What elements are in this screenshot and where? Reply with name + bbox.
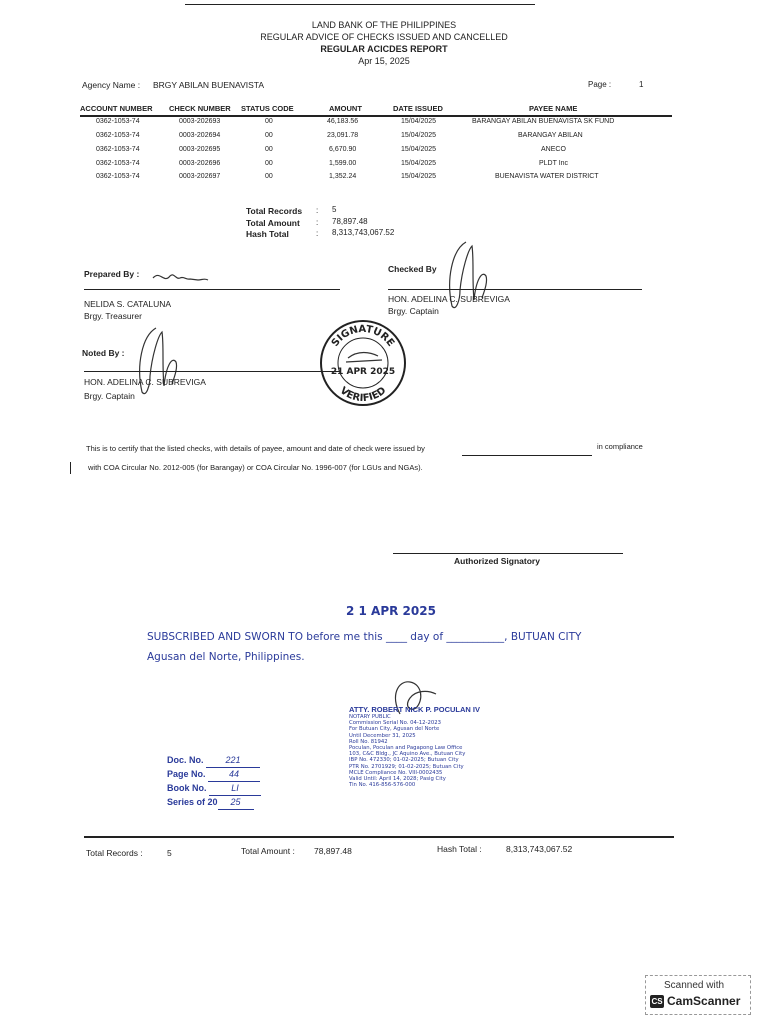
col-status-code: STATUS CODE (241, 104, 294, 113)
doc-row (167, 754, 261, 768)
prepared-signature-icon (150, 268, 210, 290)
page-row (167, 768, 261, 782)
stamp-top-text: SIGNATURE (329, 323, 397, 349)
noted-name: HON. ADELINA C. SUBREVIGA (84, 377, 206, 387)
notary-detail: 103, C&C Bldg., JC Aquino Ave., Butuan City (349, 751, 466, 758)
page-no-label: Page No. (167, 769, 206, 779)
row-date: 15/04/2025 (401, 118, 437, 125)
row-amount: 1,352.24 (329, 173, 357, 180)
report-date: Apr 15, 2025 (358, 56, 410, 66)
stamp-date: 21 APR 2025 (330, 367, 396, 377)
checked-name: HON. ADELINA C. SUBREVIGA (388, 294, 510, 304)
col-check-number: CHECK NUMBER (169, 104, 231, 113)
row-amount: 1,599.00 (329, 160, 357, 167)
row-account: 0362-1053-74 (96, 173, 140, 180)
row-date: 15/04/2025 (401, 160, 437, 167)
row-date: 15/04/2025 (401, 146, 437, 153)
prepared-signature-line (84, 289, 340, 290)
row-amount: 46,183.56 (327, 118, 359, 125)
stamp-bottom-text: VERIFIED (337, 385, 389, 405)
margin-mark (70, 462, 71, 474)
summary-colon: : (316, 206, 319, 215)
row-payee: BARANGAY ABILAN BUENAVISTA SK FUND (472, 118, 615, 125)
row-payee: PLDT Inc (539, 160, 569, 167)
noted-signature-icon (130, 326, 186, 402)
noted-title: Brgy. Captain (84, 391, 135, 401)
header-rule (80, 115, 672, 117)
summary-hash-value: 8,313,743,067.52 (332, 228, 395, 237)
row-check: 0003-202693 (179, 118, 221, 125)
watermark-line-1: Scanned with (664, 980, 725, 991)
row-date: 15/04/2025 (401, 132, 437, 139)
notary-detail: Tin No. 416-856-576-000 (349, 782, 416, 789)
row-check: 0003-202694 (179, 132, 221, 139)
jurat-date-stamp: 2 1 APR 2025 (346, 604, 436, 618)
notary-detail: IBP No. 472330; 01-02-2025; Butuan City (349, 757, 459, 764)
agency-label: Agency Name : (82, 80, 141, 90)
summary-records-label: Total Records (246, 206, 303, 216)
agency-name: BRGY ABILAN BUENAVISTA (153, 80, 265, 90)
table-row (0, 146, 768, 159)
series-value: 25 (218, 796, 254, 810)
col-payee-name: PAYEE NAME (529, 104, 578, 113)
book-value: LI (209, 782, 261, 796)
summary-hash-label: Hash Total (246, 229, 289, 239)
notary-detail: For Butuan City, Agusan del Norte (349, 726, 440, 733)
prepared-name: NELIDA S. CATALUNA (84, 299, 172, 309)
row-payee: ANECO (541, 146, 566, 153)
notary-name: ATTY. ROBERT NICK P. POCULAN IV (349, 705, 480, 714)
row-account: 0362-1053-74 (96, 160, 140, 167)
col-amount: AMOUNT (329, 104, 362, 113)
row-account: 0362-1053-74 (96, 118, 140, 125)
notary-detail: Valid Until: April 14, 2028; Pasig City (349, 776, 446, 783)
footer-records-value: 5 (167, 848, 172, 858)
report-title: REGULAR ADVICE OF CHECKS ISSUED AND CANCELLED (260, 32, 508, 42)
jurat-line-2: Agusan del Norte, Philippines. (147, 651, 305, 663)
camscanner-logo-icon: CS (651, 997, 663, 1006)
footer-rule (84, 836, 674, 838)
row-status: 00 (265, 173, 273, 180)
signature-verified-stamp-icon (318, 318, 408, 408)
row-amount: 23,091.78 (327, 132, 359, 139)
series-label: Series of 20 (167, 797, 218, 807)
series-row (167, 796, 261, 810)
noted-signature-line (84, 371, 340, 372)
camscanner-watermark (645, 975, 751, 1015)
table-row (0, 118, 768, 131)
footer-amount-label: Total Amount : (241, 846, 295, 856)
book-row (167, 782, 261, 796)
summary-colon: : (316, 229, 319, 238)
footer-hash-value: 8,313,743,067.52 (506, 844, 573, 854)
book-label: Book No. (167, 783, 207, 793)
prepared-title: Brgy. Treasurer (84, 311, 142, 321)
summary-records-value: 5 (332, 205, 337, 214)
checked-by-label: Checked By (388, 264, 437, 274)
row-account: 0362-1053-74 (96, 132, 140, 139)
row-date: 15/04/2025 (401, 173, 437, 180)
row-account: 0362-1053-74 (96, 146, 140, 153)
notary-detail: Poculan, Poculan and Pagapong Law Office (349, 745, 463, 752)
certify-line-2: with COA Circular No. 2012-005 (for Barangay) or COA Circular No. 1996-007 (for LGUs and NGAs). (88, 463, 423, 472)
checked-title: Brgy. Captain (388, 306, 439, 316)
summary-colon: : (316, 218, 319, 227)
certify-blank-line (462, 455, 592, 456)
notary-details (349, 714, 465, 788)
row-status: 00 (265, 160, 273, 167)
notary-detail: NOTARY PUBLIC (349, 714, 391, 720)
table-row (0, 132, 768, 145)
jurat-line-1: SUBSCRIBED AND SWORN TO before me this ____ day of ___________, BUTUAN CITY (147, 631, 582, 643)
row-status: 00 (265, 118, 273, 125)
notary-detail: Roll No. 81942 (349, 738, 388, 745)
col-account-number: ACCOUNT NUMBER (80, 104, 153, 113)
footer-hash-label: Hash Total : (437, 844, 482, 854)
certify-line-1-end: in compliance (597, 442, 643, 451)
row-payee: BUENAVISTA WATER DISTRICT (495, 173, 599, 180)
notary-detail: Commission Serial No. 04-12-2023 (349, 720, 441, 727)
row-check: 0003-202697 (179, 173, 221, 180)
table-row (0, 160, 768, 173)
checked-signature-line (388, 289, 642, 290)
doc-label: Doc. No. (167, 755, 204, 765)
top-edge-line (185, 4, 535, 5)
row-payee: BARANGAY ABILAN (518, 132, 583, 139)
row-amount: 6,670.90 (329, 146, 357, 153)
report-subtitle: REGULAR ACICDES REPORT (320, 44, 448, 54)
docket-block (167, 754, 261, 810)
footer-amount-value: 78,897.48 (314, 846, 352, 856)
notary-detail: Until December 31, 2025 (349, 732, 416, 739)
footer-records-label: Total Records : (86, 848, 143, 858)
watermark-brand: CamScanner (667, 994, 741, 1008)
table-row (0, 173, 768, 186)
row-check: 0003-202695 (179, 146, 221, 153)
prepared-by-label: Prepared By : (84, 269, 140, 279)
certify-line-1: This is to certify that the listed checks, with details of payee, amount and date of check were issued by (86, 444, 425, 453)
page-number: 1 (639, 80, 644, 89)
page-no-value: 44 (208, 768, 260, 782)
row-status: 00 (265, 146, 273, 153)
summary-amount-label: Total Amount (246, 218, 300, 228)
bank-name: LAND BANK OF THE PHILIPPINES (311, 20, 457, 30)
authorized-signature-line (393, 553, 623, 554)
doc-value: 221 (206, 754, 260, 768)
page-label: Page : (588, 80, 612, 89)
row-check: 0003-202696 (179, 160, 221, 167)
row-status: 00 (265, 132, 273, 139)
col-date-issued: DATE ISSUED (393, 104, 443, 113)
summary-amount-value: 78,897.48 (332, 217, 368, 226)
checked-signature-icon (438, 240, 498, 316)
notary-detail: MCLE Compliance No. VIII-0002435 (349, 769, 443, 776)
authorized-signatory-label: Authorized Signatory (454, 556, 540, 566)
notary-detail: PTR No. 2701929; 01-02-2025; Butuan City (349, 763, 464, 770)
noted-by-label: Noted By : (82, 348, 125, 358)
